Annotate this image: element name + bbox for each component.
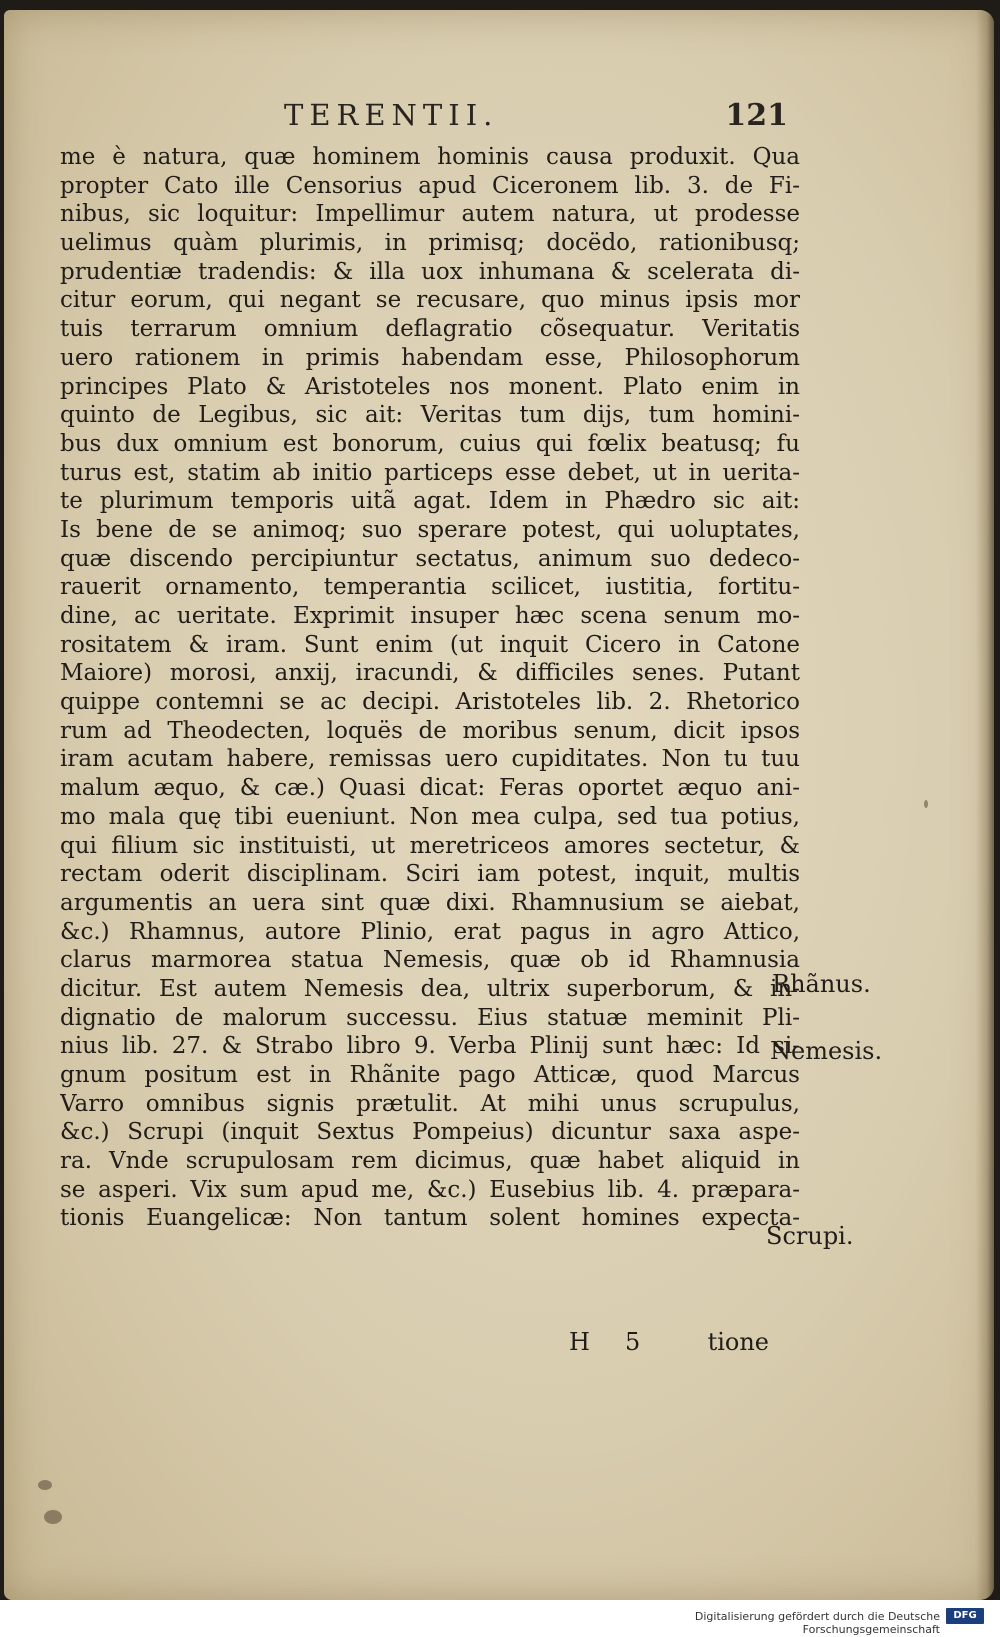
text-line: ra. Vnde scrupulosam rem dicimus, quæ habet aliquid in <box>60 1148 800 1175</box>
dfg-logo: DFG <box>946 1608 984 1624</box>
text-line: me è natura, quæ hominem hominis causa produxit. Qua <box>60 144 800 170</box>
text-line: mo mala quę tibi eueniunt. Non mea culpa, sed tua potius, <box>60 803 800 830</box>
text-line: citur eorum, qui negant se recusare, quo minus ipsis mor <box>60 287 800 314</box>
text-line: turus est, statim ab initio particeps esse debet, ut in uerita- <box>60 459 800 486</box>
text-line: quæ discendo percipiuntur sectatus, animum suo dedeco- <box>60 545 800 572</box>
text-line: quippe contemni se ac decipi. Aristoteles lib. 2. Rhetorico <box>60 689 800 716</box>
footer-credit: Digitalisierung gefördert durch die Deutsche Forschungsgemeinschaft <box>694 1610 940 1636</box>
running-title: TERENTII. <box>284 98 499 132</box>
ink-stain <box>38 1480 52 1490</box>
text-line: iram acutam habere, remissas uero cupiditates. Non tu tuu <box>60 746 800 773</box>
page-number: 121 <box>725 98 788 133</box>
page-header <box>284 98 804 138</box>
text-line: Is bene de se animoq; suo sperare potest, qui uoluptates, <box>60 516 800 543</box>
text-line: quinto de Legibus, sic ait: Veritas tum dijs, tum homini- <box>60 402 800 429</box>
signature-mark: H <box>569 1328 590 1356</box>
margin-note-rhanus: Rhãnus. <box>772 970 871 998</box>
body-text <box>60 143 800 1233</box>
catchline <box>569 1328 769 1362</box>
text-line: &c.) Rhamnus, autore Plinio, erat pagus in agro Attico, <box>60 918 800 945</box>
signature-number: 5 <box>625 1328 641 1356</box>
text-line: Varro omnibus signis prætulit. At mihi unus scrupulus, <box>60 1090 800 1117</box>
text-line: se asperi. Vix sum apud me, &c.) Eusebius lib. 4. præpara- <box>60 1176 800 1203</box>
text-line: malum æquo, & cæ.) Quasi dicat: Feras oportet æquo ani- <box>60 775 800 802</box>
ink-stain <box>44 1510 62 1524</box>
text-line: tuis terrarum omnium deflagratio cõsequatur. Veritatis <box>60 316 800 343</box>
text-line: tionis Euangelicæ: Non tantum solent homines expecta- <box>60 1205 800 1232</box>
catchword: tione <box>707 1328 769 1356</box>
text-line: clarus marmorea statua Nemesis, quæ ob id Rhamnusia <box>60 947 800 974</box>
text-line: dicitur. Est autem Nemesis dea, ultrix superborum, & in- <box>60 975 800 1002</box>
text-line: dignatio de malorum successu. Eius statuæ meminit Pli- <box>60 1004 800 1031</box>
text-line: qui filium sic instituisti, ut meretriceos amores sectetur, & <box>60 832 800 859</box>
text-line: rum ad Theodecten, loquës de moribus senum, dicit ipsos <box>60 717 800 744</box>
page-edge-shadow <box>976 10 994 1600</box>
text-line: dine, ac ueritate. Exprimit insuper hæc scena senum mo- <box>60 603 800 629</box>
text-line: &c.) Scrupi (inquit Sextus Pompeius) dicuntur saxa aspe- <box>60 1119 800 1146</box>
text-line: bus dux omnium est bonorum, cuius qui fœlix beatusq; fu <box>60 430 800 457</box>
text-line: prudentiæ tradendis: & illa uox inhumana & scelerata di- <box>60 258 800 285</box>
text-line: uero rationem in primis habendam esse, Philosophorum <box>60 344 800 371</box>
ink-stain <box>924 800 928 808</box>
text-line: gnum positum est in Rhãnite pago Atticæ, quod Marcus <box>60 1062 800 1088</box>
text-line: rectam oderit disciplinam. Sciri iam potest, inquit, multis <box>60 861 800 888</box>
book-page <box>4 10 994 1600</box>
text-line: nius lib. 27. & Strabo libro 9. Verba Plinij sunt hæc: Id si- <box>60 1033 800 1060</box>
text-line: Maiore) morosi, anxij, iracundi, & difficiles senes. Putant <box>60 660 800 687</box>
text-line: rositatem & iram. Sunt enim (ut inquit Cicero in Catone <box>60 631 800 658</box>
margin-note-scrupi: Scrupi. <box>766 1222 854 1250</box>
margin-note-nemesis: Nemesis. <box>770 1037 883 1065</box>
text-line: te plurimum temporis uitã agat. Idem in Phædro sic ait: <box>60 488 800 515</box>
text-line: nibus, sic loquitur: Impellimur autem natura, ut prodesse <box>60 201 800 228</box>
text-line: rauerit ornamento, temperantia scilicet, iustitia, fortitu- <box>60 574 800 601</box>
text-line: propter Cato ille Censorius apud Ciceronem lib. 3. de Fi- <box>60 172 800 199</box>
text-line: principes Plato & Aristoteles nos monent. Plato enim in <box>60 373 800 400</box>
text-line: argumentis an uera sint quæ dixi. Rhamnusium se aiebat, <box>60 889 800 916</box>
text-line: uelimus quàm plurimis, in primisq; docëdo, rationibusq; <box>60 230 800 257</box>
